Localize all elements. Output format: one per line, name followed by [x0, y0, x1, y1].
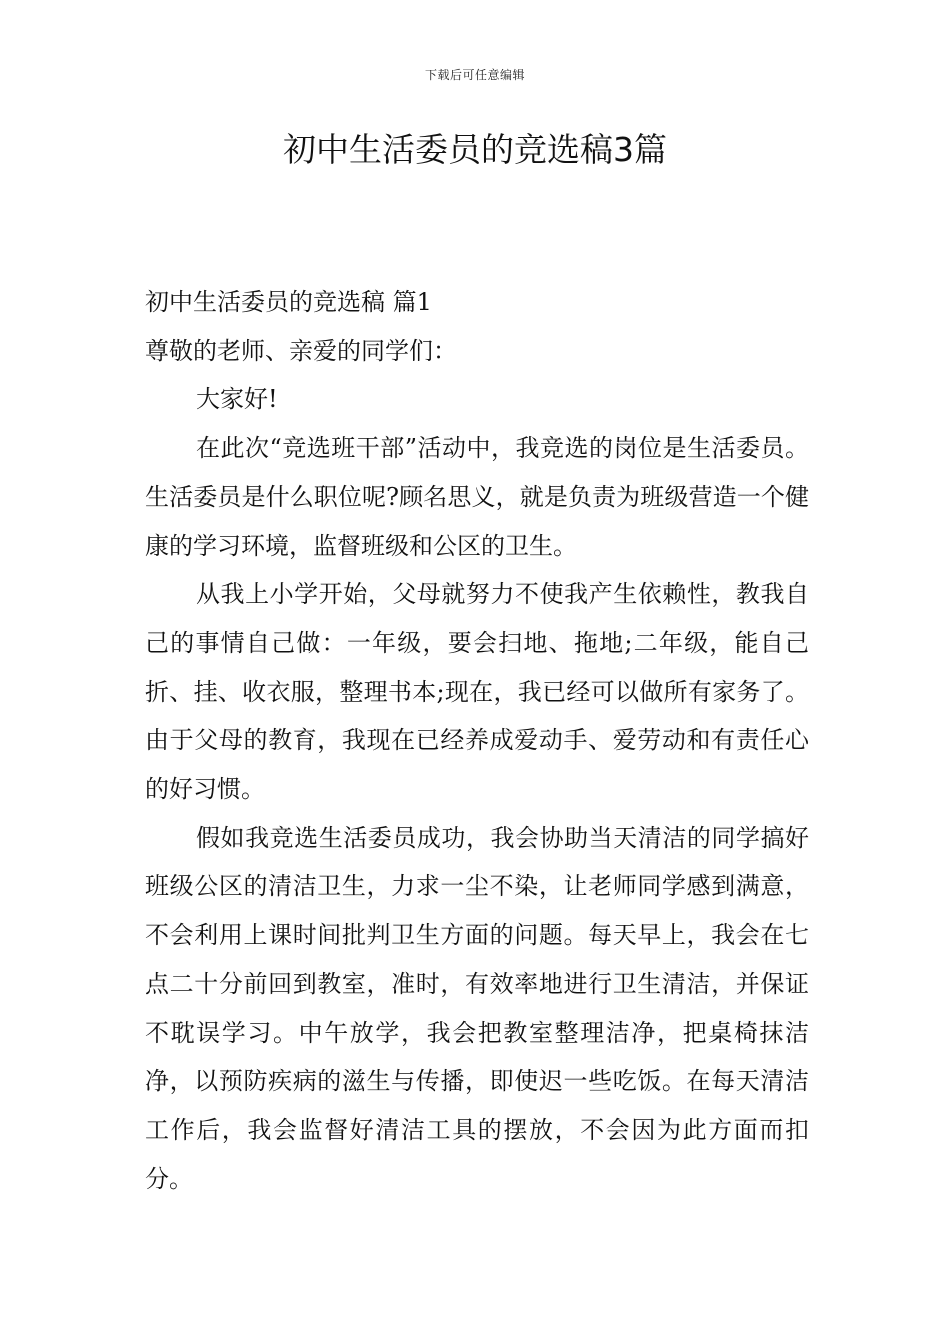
document-body — [145, 278, 809, 1203]
greeting: 大家好! — [196, 385, 278, 414]
section-heading: 初中生活委员的竞选稿 篇1 — [145, 288, 432, 316]
header-note: 下载后可任意编辑 — [424, 68, 525, 82]
salutation: 尊敬的老师、亲爱的同学们： — [145, 336, 457, 365]
document-title: 初中生活委员的竞选稿3篇 — [283, 130, 667, 169]
body-paragraph: 在此次“竞选班干部”活动中，我竞选的岗位是生活委员。生活委员是什么职位呢?顾名思义，就是负责为班级营造一个健康的学习环境，监督班级和公区的卫生。 — [145, 434, 809, 560]
body-paragraph: 假如我竞选生活委员成功，我会协助当天清洁的同学搞好班级公区的清洁卫生，力求一尘不染，让老师同学感到满意，不会利用上课时间批判卫生方面的问题。每天早上，我会在七点二十分前回到教室，准时，有效率地进行卫生清洁，并保证不耽误学习。中午放学，我会把教室整理洁净，把桌椅抹洁净，以预防疾病的滋生与传播，即使迟一些吃饭。在每天清洁工作后，我会监督好清洁工具的摆放，不会因为此方面而扣分。 — [145, 823, 809, 1193]
body-paragraph: 从我上小学开始，父母就努力不使我产生依赖性，教我自己的事情自己做：一年级，要会扫地、拖地;二年级，能自己折、挂、收衣服，整理书本;现在，我已经可以做所有家务了。由于父母的教育，我现在已经养成爱动手、爱劳动和有责任心的好习惯。 — [145, 580, 809, 804]
